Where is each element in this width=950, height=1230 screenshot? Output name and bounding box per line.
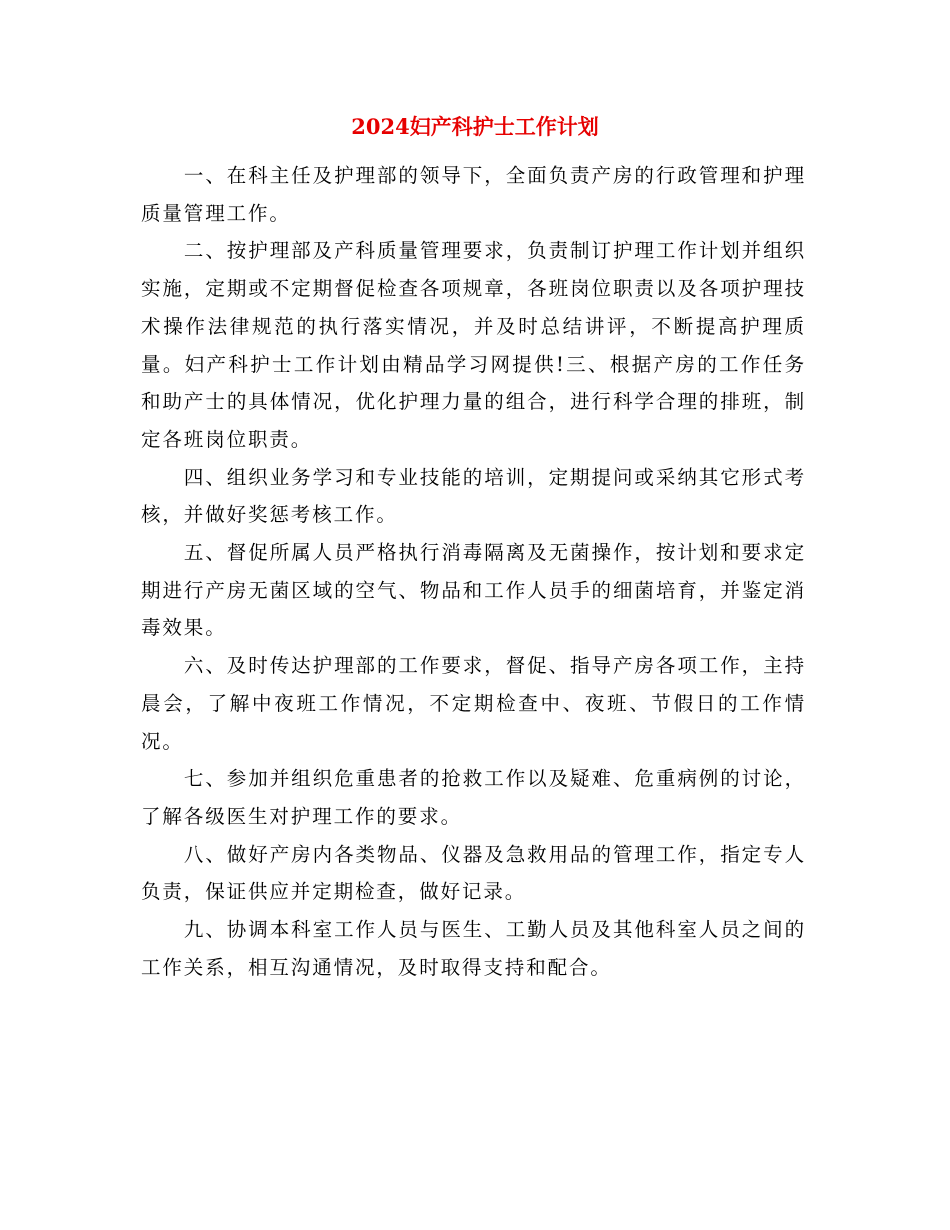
paragraph-7: 七、参加并组织危重患者的抢救工作以及疑难、危重病例的讨论，了解各级医生对护理工作的要求。 — [141, 767, 806, 828]
paragraph-2: 二、按护理部及产科质量管理要求，负责制订护理工作计划并组织实施，定期或不定期督促检查各项规章，各班岗位职责以及各项护理技术操作法律规范的执行落实情况，并及时总结讲评，不断提高护理质量。妇产科护士工作计划由精品学习网提供!三、根据产房的工作任务和助产士的具体情况，优化护理力量的组合，进行科学合理的排班，制定各班岗位职责。 — [141, 239, 806, 451]
paragraph-6: 六、及时传达护理部的工作要求，督促、指导产房各项工作，主持晨会，了解中夜班工作情况，不定期检查中、夜班、节假日的工作情况。 — [141, 654, 806, 753]
paragraph-4: 四、组织业务学习和专业技能的培训，定期提问或采纳其它形式考核，并做好奖惩考核工作。 — [141, 465, 806, 527]
paragraph-8: 八、做好产房内各类物品、仪器及急救用品的管理工作，指定专人负责，保证供应并定期检查，做好记录。 — [141, 842, 806, 904]
paragraph-1: 一、在科主任及护理部的领导下，全面负责产房的行政管理和护理质量管理工作。 — [141, 164, 806, 225]
document-title: 2024妇产科护士工作计划 — [351, 114, 599, 139]
paragraph-9: 九、协调本科室工作人员与医生、工勤人员及其他科室人员之间的工作关系，相互沟通情况，及时取得支持和配合。 — [141, 918, 806, 979]
document-body — [141, 157, 806, 986]
paragraph-5: 五、督促所属人员严格执行消毒隔离及无菌操作，按计划和要求定期进行产房无菌区域的空气、物品和工作人员手的细菌培育，并鉴定消毒效果。 — [141, 541, 806, 640]
